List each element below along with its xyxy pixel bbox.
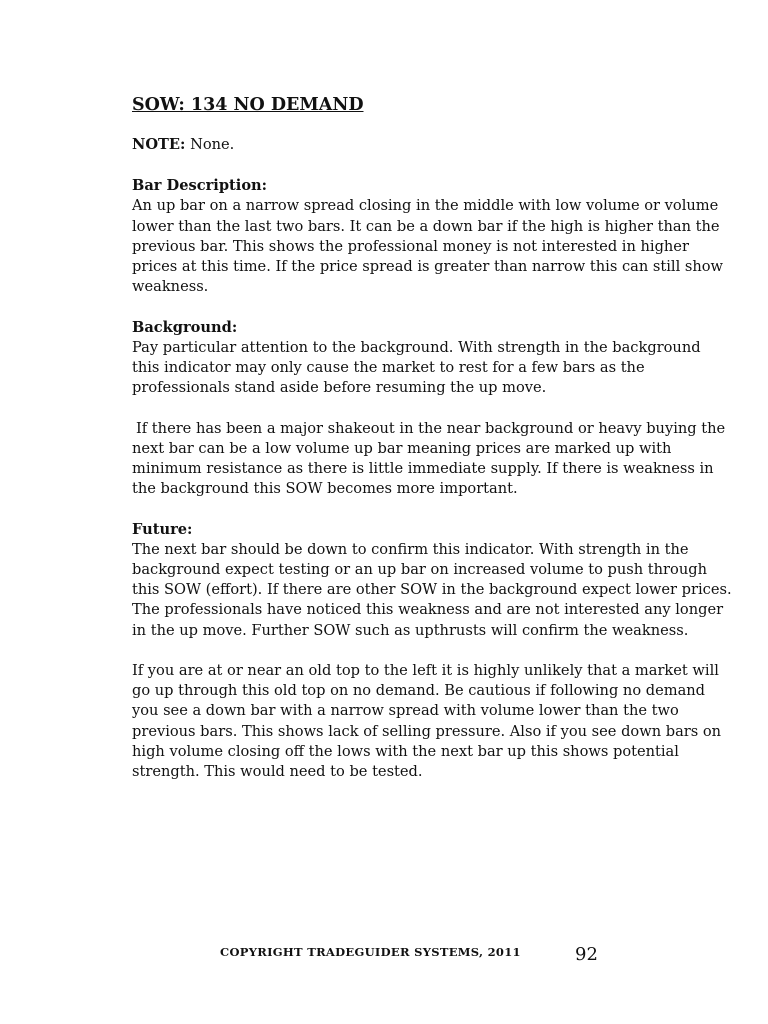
page-number: 92 (575, 944, 598, 965)
bar-description-heading: Bar Description: (132, 177, 268, 195)
document-body (132, 93, 732, 802)
page-title: SOW: 134 NO DEMAND (132, 95, 364, 115)
note (132, 135, 732, 155)
background-heading: Background: (132, 318, 238, 336)
background-paragraph-2: If there has been a major shakeout in the near background or heavy buying the next bar can be a low volume up bar meaning prices are marked up with minimum resistance as there is little immediate supply. If there is weakness in the background this SOW becomes more important. (132, 419, 726, 498)
background-paragraph-1: Pay particular attention to the background. With strength in the background this indicator may only cause the market to rest for a few bars as the professionals stand aside before resuming the up move. (132, 338, 701, 397)
note-label: NOTE: (132, 136, 186, 153)
future-heading: Future: (132, 520, 193, 538)
future-paragraph-1: The next bar should be down to confirm this indicator. With strength in the background expect testing or an up bar on increased volume to push through this SOW (effort). If there are other SOW in the background expect lower prices. The professionals have noticed this weakness and are not interested any longer in the up move. Further SOW such as upthrusts will confirm the weakness. (132, 540, 732, 639)
bar-description-text: An up bar on a narrow spread closing in the middle with low volume or volume lower than the last two bars. It can be a down bar if the high is higher than the previous bar. This shows the professional money is not interested in higher prices at this time. If the price spread is greater than narrow this can still show weakness. (132, 197, 724, 296)
copyright-footer: COPYRIGHT TRADEGUIDER SYSTEMS, 2011 (220, 945, 521, 959)
future-paragraph-2: If you are at or near an old top to the left it is highly unlikely that a market will go up through this old top on no demand. Be cautious if following no demand you see a down bar with a narrow spread with volume lower than the two previous bars. This shows lack of selling pressure. Also if you see down bars on high volume closing off the lows with the next bar up this shows potential strength. This would need to be tested. (132, 662, 722, 781)
note-text: None. (185, 136, 235, 153)
